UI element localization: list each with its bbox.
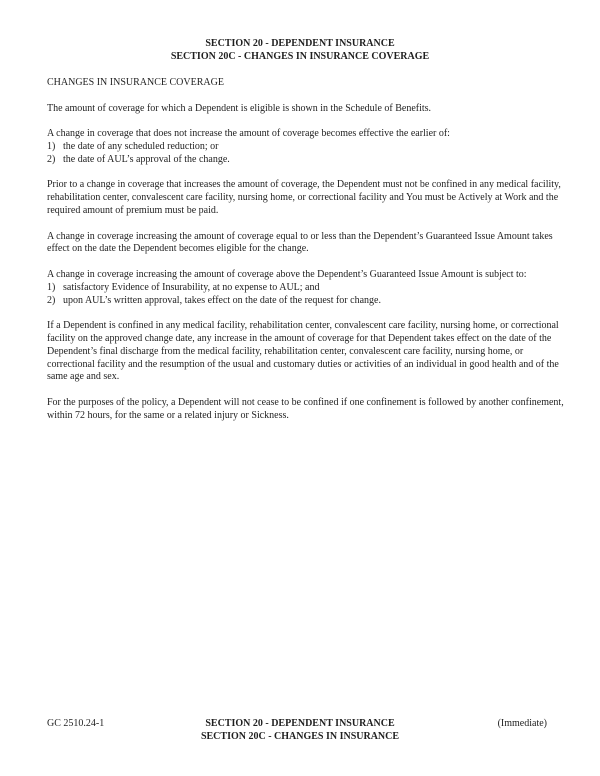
item-number: 2)	[47, 153, 56, 165]
paragraph-equal-or-less: A change in coverage increasing the amount of coverage equal to or less than the Dependent’s Guaranteed Issue Amount takes effect on the date the Dependent becomes eligible for the change.	[47, 230, 553, 255]
list-item	[47, 141, 565, 154]
paragraph-prior-to-change: Prior to a change in coverage that increases the amount of coverage, the Dependent must not be confined in any medical facility, rehabilitation center, convalescent care facility, nursing home, or correctional facility and You must be Actively at Work and the required amount of premium must be paid.	[47, 179, 561, 216]
list-item	[47, 295, 565, 308]
item-text: the date of AUL’s approval of the change.	[63, 153, 230, 165]
paragraph-above-gia-intro: A change in coverage increasing the amount of coverage above the Dependent’s Guaranteed Issue Amount is subject to:	[47, 268, 527, 280]
footer-form-number: GC 2510.24-1	[47, 718, 105, 729]
list-item	[47, 282, 565, 295]
item-text: upon AUL’s written approval, takes effect on the date of the request for change.	[63, 294, 381, 306]
list-item	[47, 154, 565, 167]
numbered-list-effective-dates	[47, 141, 565, 167]
document-title-line-1: SECTION 20 - DEPENDENT INSURANCE	[205, 38, 395, 49]
paragraph-confined-dependent: If a Dependent is confined in any medical facility, rehabilitation center, convalescent care facility, nursing home, or correctional facility on the approved change date, any increase in the amount of coverage for that Dependent takes effect on the date of the Dependent’s final discharge from the medical facility, rehabilitation center, convalescent care facility, nursing home, or correctional facility and the resumption of the usual and customary duties or activities of an individual in good health and of the same age and sex.	[47, 320, 559, 383]
document-title	[0, 38, 600, 64]
paragraph-confinement-72-hours: For the purposes of the policy, a Dependent will not cease to be confined if one confinement is followed by another confinement, within 72 hours, for the same or a related injury or Sickness.	[47, 396, 564, 421]
footer-timing-note: (Immediate)	[497, 718, 547, 729]
section-heading: CHANGES IN INSURANCE COVERAGE	[47, 77, 224, 88]
item-text: the date of any scheduled reduction; or	[63, 140, 219, 152]
numbered-list-above-gia-conditions	[47, 282, 565, 308]
document-body	[47, 77, 565, 435]
item-text: satisfactory Evidence of Insurability, at no expense to AUL; and	[63, 281, 320, 293]
document-title-line-2: SECTION 20C - CHANGES IN INSURANCE COVERAGE	[170, 50, 430, 62]
paragraph-eligibility: The amount of coverage for which a Dependent is eligible is shown in the Schedule of Benefits.	[47, 102, 432, 114]
footer-section-line-1: SECTION 20 - DEPENDENT INSURANCE	[205, 718, 395, 729]
item-number: 1)	[47, 140, 56, 152]
footer-section-line-2: SECTION 20C - CHANGES IN INSURANCE	[200, 730, 400, 742]
paragraph-no-increase-intro: A change in coverage that does not increase the amount of coverage becomes effective the earlier of:	[47, 128, 450, 140]
item-number: 2)	[47, 294, 56, 306]
item-number: 1)	[47, 281, 56, 293]
